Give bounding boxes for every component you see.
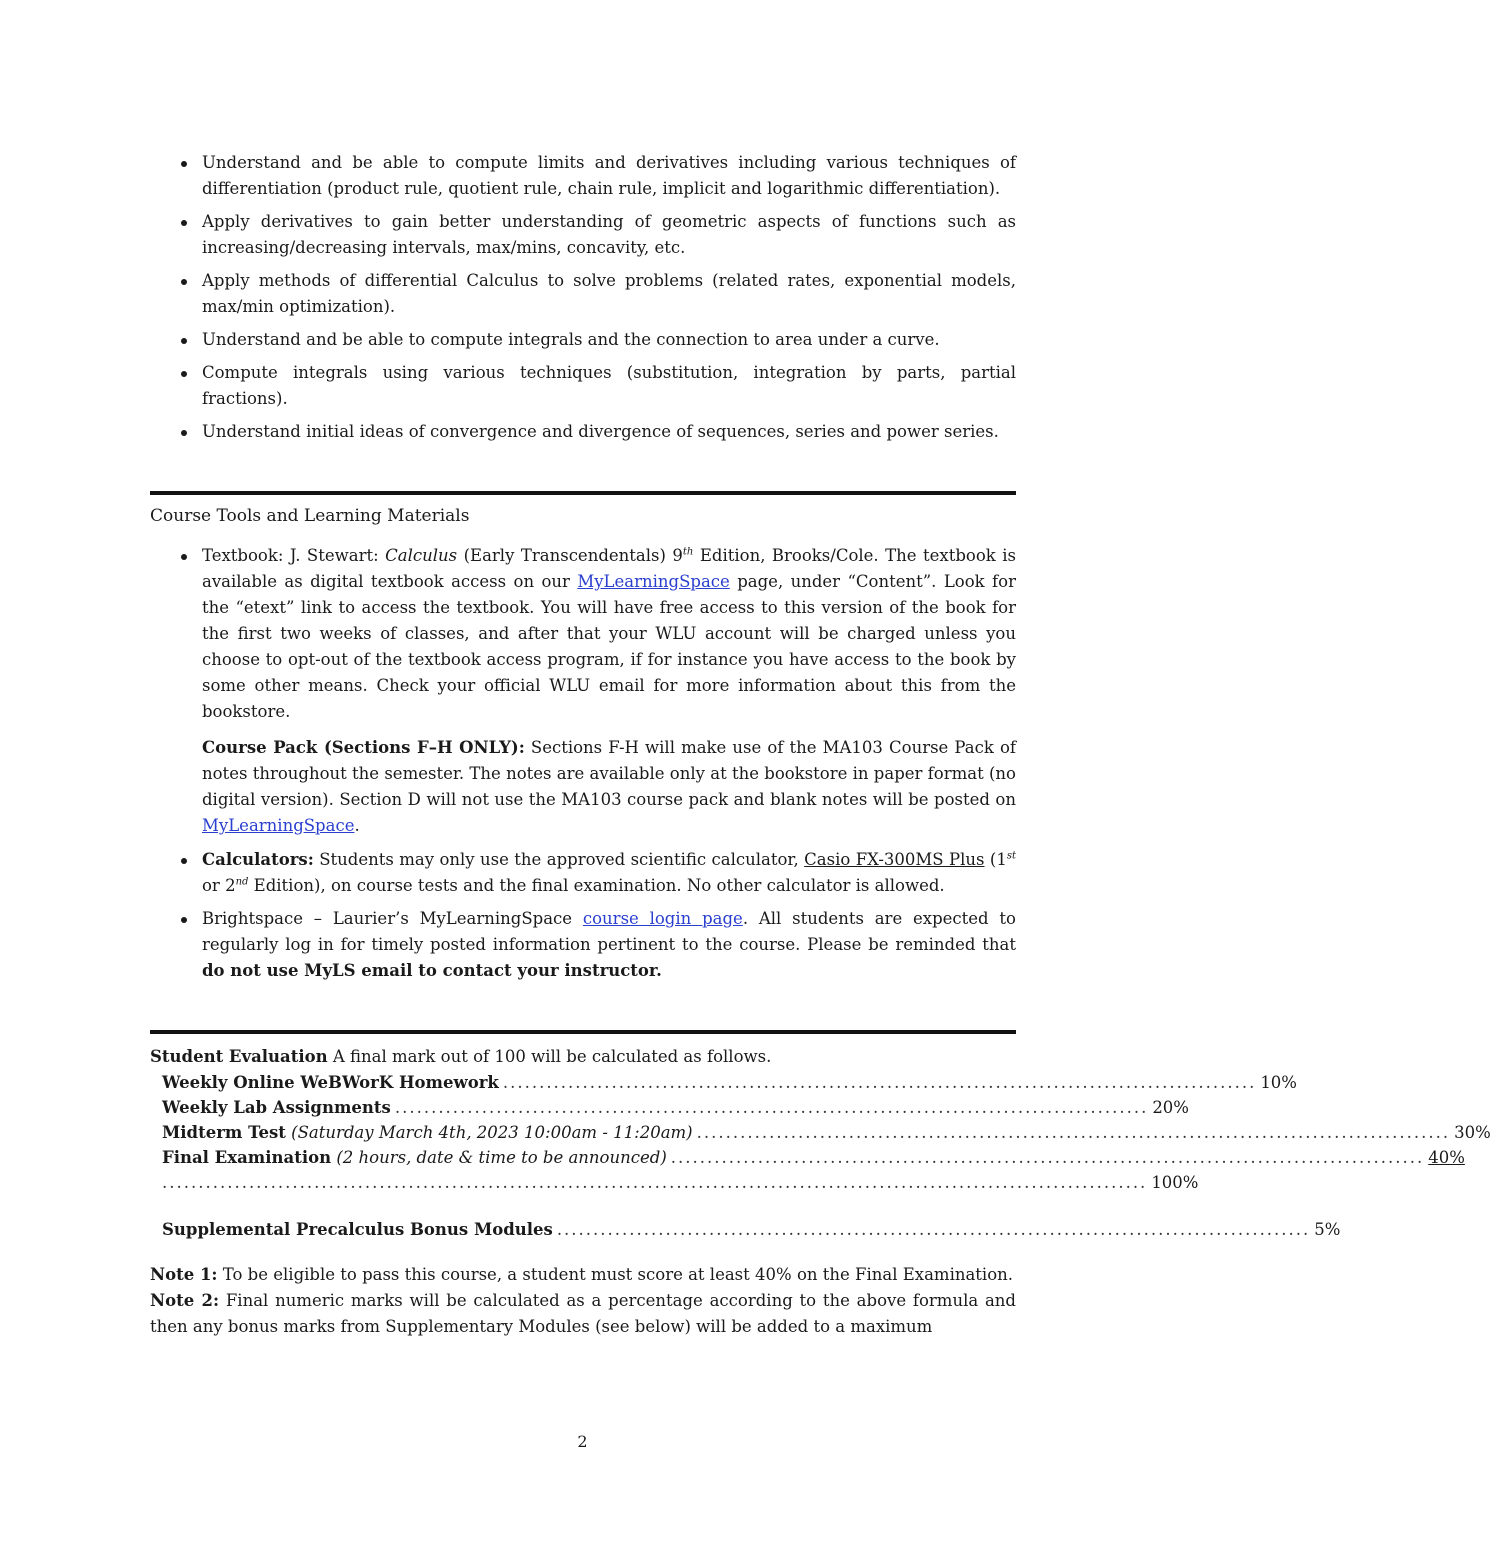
bullet-icon xyxy=(181,371,187,377)
list-item-brightspace xyxy=(150,906,1016,984)
textbook-availability: Edition, Brooks/Cole. The textbook is available as digital textbook access on our xyxy=(202,546,1016,591)
calculators-label: Calculators: xyxy=(202,850,314,869)
bonus-row xyxy=(162,1217,1341,1242)
textbook-title: Calculus xyxy=(385,546,458,565)
row-label: Weekly Online WeBWorK Homework xyxy=(162,1073,499,1092)
dot-leader: ........................................................................................................................................ xyxy=(162,1173,1148,1192)
course-pack-label: Course Pack (Sections F–H ONLY): xyxy=(202,738,525,757)
note-text: To be eligible to pass this course, a student must score at least 40% on the Final Examination. xyxy=(217,1265,1014,1284)
calculators-rest: Edition), on course tests and the final examination. No other calculator is allowed. xyxy=(248,876,945,895)
textbook-edition: (Early Transcendentals) 9 xyxy=(457,546,683,565)
brightspace-rest: . All students are expected to regularly log in for timely posted information pertinent to the course. Please be reminded that xyxy=(202,909,1016,954)
row-percent: 20% xyxy=(1152,1098,1189,1117)
bonus-label: Supplemental Precalculus Bonus Modules xyxy=(162,1220,553,1239)
list-item-calculators xyxy=(150,847,1016,899)
list-item xyxy=(150,150,1016,202)
calculators-edition: (1 xyxy=(984,850,1007,869)
superscript-nd: nd xyxy=(235,876,249,888)
bullet-icon xyxy=(181,220,187,226)
row-label: Final Examination xyxy=(162,1148,332,1167)
bullet-icon xyxy=(181,858,187,864)
bullet-icon xyxy=(181,554,187,560)
note-label: Note 1: xyxy=(150,1265,218,1284)
section-title-course-tools: Course Tools and Learning Materials xyxy=(150,506,470,526)
bullet-icon xyxy=(181,338,187,344)
row-label: Weekly Lab Assignments xyxy=(162,1098,391,1117)
mylearningspace-link[interactable]: MyLearningSpace xyxy=(202,816,355,835)
section-title-evaluation: Student Evaluation xyxy=(150,1047,328,1066)
note-2 xyxy=(150,1288,1016,1340)
row-detail: (2 hours, date & time to be announced) xyxy=(336,1148,667,1167)
bullet-icon xyxy=(181,279,187,285)
table-row xyxy=(162,1120,1491,1145)
textbook-details: page, under “Content”. Look for the “etext” link to access the textbook. You will have free access to this version of the book for the first two weeks of classes, and after that your WLU account will be charged unless you choose to opt-out of the textbook access program, if for instance you have access to the book by some other means. Check your official WLU email for more information about this from the bookstore. xyxy=(202,572,1016,721)
evaluation-intro xyxy=(150,1044,1016,1070)
section-divider xyxy=(150,1030,1016,1034)
dot-leader: ........................................................................................................ xyxy=(696,1123,1451,1142)
outcome-text: Apply methods of differential Calculus to solve problems (related rates, exponential models, max/min optimization). xyxy=(202,271,1016,316)
list-item xyxy=(150,360,1016,412)
bullet-icon xyxy=(181,161,187,167)
calculator-model-link[interactable]: Casio FX-300MS Plus xyxy=(804,850,985,869)
evaluation-intro-text: A final mark out of 100 will be calculated as follows. xyxy=(327,1047,772,1066)
section-divider xyxy=(150,491,1016,495)
total-percent: 100% xyxy=(1151,1173,1199,1192)
course-tools-list-2 xyxy=(150,847,1016,984)
course-pack-text: Sections F-H will make use of the MA103 Course Pack of notes throughout the semester. The notes are available only at the bookstore in paper format (no digital version). Section D will not use the MA103 course pack and blank notes will be posted on xyxy=(202,738,1016,809)
table-row xyxy=(162,1145,1465,1170)
list-item xyxy=(150,268,1016,320)
mylearningspace-link[interactable]: MyLearningSpace xyxy=(577,572,730,591)
bullet-icon xyxy=(181,917,187,923)
dot-leader: ........................................................................................................ xyxy=(394,1098,1149,1117)
list-item xyxy=(150,327,1016,353)
edition-superscript: th xyxy=(682,546,694,558)
total-row xyxy=(162,1170,1199,1195)
course-pack-paragraph xyxy=(150,735,1016,839)
bonus-percent: 5% xyxy=(1314,1220,1341,1239)
dot-leader: ........................................................................................................ xyxy=(556,1220,1311,1239)
list-item xyxy=(150,419,1016,445)
note-1 xyxy=(150,1262,1016,1288)
evaluation-table xyxy=(162,1070,1491,1242)
course-tools-list xyxy=(150,543,1016,725)
brightspace-text: Brightspace – Laurier’s MyLearningSpace xyxy=(202,909,583,928)
calculators-text: Students may only use the approved scientific calculator, xyxy=(313,850,805,869)
superscript-st: st xyxy=(1006,850,1016,862)
course-pack-end: . xyxy=(354,816,360,835)
outcome-text: Apply derivatives to gain better understanding of geometric aspects of functions such as increasing/decreasing intervals, max/mins, concavity, etc. xyxy=(202,212,1016,257)
textbook-prefix: Textbook: J. Stewart: xyxy=(202,546,386,565)
row-percent: 10% xyxy=(1260,1073,1297,1092)
learning-outcomes-list xyxy=(150,150,1016,445)
course-login-link[interactable]: course login page xyxy=(582,909,743,928)
list-item-textbook xyxy=(150,543,1016,725)
outcome-text: Understand and be able to compute limits and derivatives including various techniques of differentiation (product rule, quotient rule, chain rule, implicit and logarithmic differentiation). xyxy=(202,153,1016,198)
brightspace-warning: do not use MyLS email to contact your instructor. xyxy=(202,961,662,980)
dot-leader: ........................................................................................................ xyxy=(502,1073,1257,1092)
row-detail: (Saturday March 4th, 2023 10:00am - 11:20am) xyxy=(291,1123,693,1142)
note-text: Final numeric marks will be calculated as a percentage according to the above formula and then any bonus marks from Supplementary Modules (see below) will be added to a maximum xyxy=(150,1291,1016,1336)
row-percent: 30% xyxy=(1454,1123,1491,1142)
row-percent: 40% xyxy=(1428,1148,1465,1167)
table-row xyxy=(162,1095,1189,1120)
calculators-or: or 2 xyxy=(202,876,236,895)
bullet-icon xyxy=(181,430,187,436)
table-row xyxy=(162,1070,1297,1095)
syllabus-page xyxy=(150,150,1491,1340)
page-number: 2 xyxy=(577,1432,588,1451)
outcome-text: Understand and be able to compute integrals and the connection to area under a curve. xyxy=(202,330,940,349)
dot-leader: ........................................................................................................ xyxy=(670,1148,1425,1167)
outcome-text: Understand initial ideas of convergence and divergence of sequences, series and power series. xyxy=(202,422,999,441)
list-item xyxy=(150,209,1016,261)
row-label: Midterm Test xyxy=(162,1123,286,1142)
note-label: Note 2: xyxy=(150,1291,220,1310)
outcome-text: Compute integrals using various techniques (substitution, integration by parts, partial fractions). xyxy=(202,363,1016,408)
